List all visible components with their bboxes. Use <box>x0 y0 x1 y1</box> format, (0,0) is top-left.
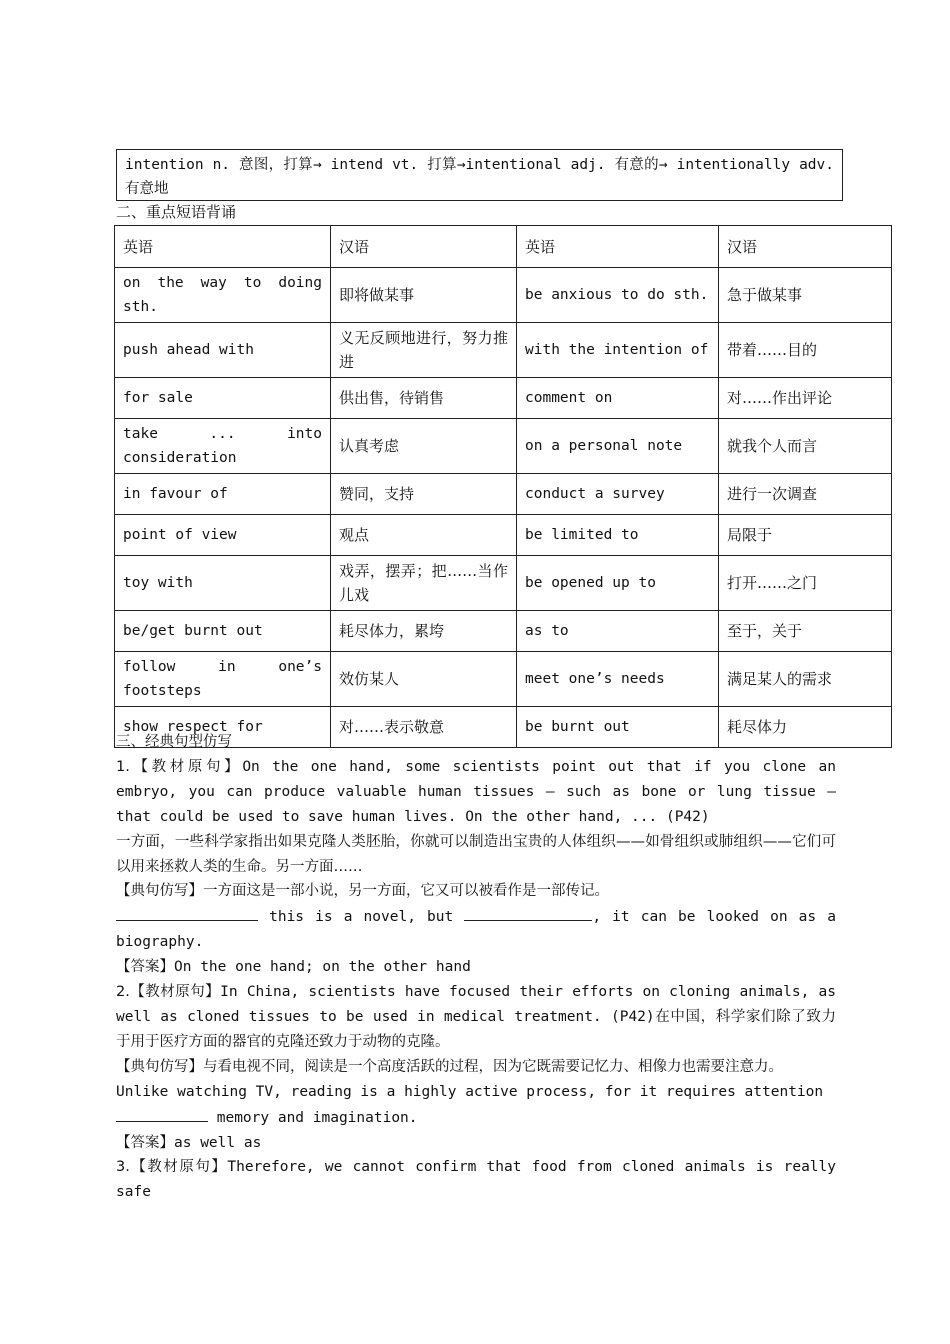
english-cell: push ahead with <box>115 323 331 378</box>
item-1-task <box>116 879 836 904</box>
english-cell: take ... into consideration <box>115 419 331 474</box>
english-cell: with the intention of <box>517 323 719 378</box>
table-header-row <box>115 226 892 268</box>
chinese-cell: 至于，关于 <box>719 611 892 652</box>
item-1-english: On the one hand, some scientists point out that if you clone an embryo, you can produce valuable human tissues — such as bone or lung tissue — that could be used to save human lives. On the other hand, ... (P42) <box>116 758 836 825</box>
item-2-exercise <box>116 1105 836 1131</box>
item-3-label: 3.【教材原句】 <box>116 1159 228 1176</box>
chinese-cell: 对……作出评论 <box>719 378 892 419</box>
header-cell: 英语 <box>517 226 719 268</box>
item-1-original <box>116 755 836 830</box>
chinese-cell: 耗尽体力，累垮 <box>331 611 517 652</box>
english-cell: be limited to <box>517 515 719 556</box>
chinese-cell: 对……表示敬意 <box>331 707 517 748</box>
chinese-cell: 急于做某事 <box>719 268 892 323</box>
chinese-cell: 耗尽体力 <box>719 707 892 748</box>
item-1-exercise-text-1: this is a novel, but <box>258 909 465 926</box>
header-cell: 英语 <box>115 226 331 268</box>
item-1-task-text: 一方面这是一部小说，另一方面，它又可以被看作是一部传记。 <box>203 883 609 900</box>
english-cell: show respect for <box>115 707 331 748</box>
item-1-exercise-text-2: , it can be looked on as a biography. <box>116 909 836 951</box>
section-title-phrases: 二、重点短语背诵 <box>116 203 237 221</box>
item-1-exercise <box>116 904 836 955</box>
english-cell: be opened up to <box>517 556 719 611</box>
item-2-task-label: 【典句仿写】 <box>116 1058 203 1075</box>
header-cell: 汉语 <box>331 226 517 268</box>
chinese-cell: 义无反顾地进行，努力推进 <box>331 323 517 378</box>
section-title-patterns: 三、经典句型仿写 <box>116 734 232 750</box>
item-2-task-english: Unlike watching TV, reading is a highly active process, for it requires attention <box>116 1083 824 1100</box>
table-row <box>115 556 892 611</box>
english-cell: on a personal note <box>517 419 719 474</box>
table-row <box>115 419 892 474</box>
chinese-cell: 戏弄，摆弄；把……当作儿戏 <box>331 556 517 611</box>
english-cell: as to <box>517 611 719 652</box>
chinese-cell: 认真考虑 <box>331 419 517 474</box>
chinese-cell: 满足某人的需求 <box>719 652 892 707</box>
chinese-cell: 打开……之门 <box>719 556 892 611</box>
header-cell: 汉语 <box>719 226 892 268</box>
table-row <box>115 652 892 707</box>
item-2-answer <box>116 1131 836 1156</box>
english-cell: conduct a survey <box>517 474 719 515</box>
word-family-text: intention n. 意图，打算→ intend vt. 打算→intentional adj. 有意的→ intentionally adv. 有意地 <box>125 157 834 197</box>
english-cell: meet one’s needs <box>517 652 719 707</box>
english-cell: be burnt out <box>517 707 719 748</box>
item-3-original <box>116 1155 836 1205</box>
answer-blank[interactable] <box>464 904 592 921</box>
item-2-answer-label: 【答案】 <box>116 1134 174 1151</box>
table-row <box>115 474 892 515</box>
table-row <box>115 611 892 652</box>
table-row <box>115 515 892 556</box>
chinese-cell: 观点 <box>331 515 517 556</box>
answer-blank[interactable] <box>116 904 258 921</box>
item-2-task <box>116 1055 836 1080</box>
item-1-answer-label: 【答案】 <box>116 959 174 976</box>
item-2-exercise-text: memory and imagination. <box>208 1109 418 1126</box>
item-1-translation: 一方面，一些科学家指出如果克隆人类胚胎，你就可以制造出宝贵的人体组织——如骨组织或肺组织——它们可以用来拯救人类的生命。另一方面…… <box>116 833 836 875</box>
item-2-english: In China, scientists have focused their efforts on cloning animals, as well as cloned tissues to be used in medical treatment. (P42) <box>116 984 836 1025</box>
english-cell: on the way to doing sth. <box>115 268 331 323</box>
chinese-cell: 就我个人而言 <box>719 419 892 474</box>
table-row <box>115 323 892 378</box>
word-family-box <box>116 149 843 201</box>
english-cell: comment on <box>517 378 719 419</box>
english-cell: follow in one’s footsteps <box>115 652 331 707</box>
table-row <box>115 268 892 323</box>
chinese-cell: 局限于 <box>719 515 892 556</box>
item-1-label: 1.【教材原句】 <box>116 758 243 775</box>
english-cell: point of view <box>115 515 331 556</box>
phrases-table <box>114 225 892 748</box>
english-cell: be anxious to do sth. <box>517 268 719 323</box>
answer-blank[interactable] <box>116 1105 208 1122</box>
chinese-cell: 供出售，待销售 <box>331 378 517 419</box>
item-3-english: Therefore, we cannot confirm that food from cloned animals is really safe <box>116 1159 836 1201</box>
item-1-answer <box>116 955 836 980</box>
chinese-cell: 即将做某事 <box>331 268 517 323</box>
chinese-cell: 效仿某人 <box>331 652 517 707</box>
english-cell: for sale <box>115 378 331 419</box>
item-2-answer-text: as well as <box>174 1134 262 1151</box>
item-2-translation: 在中国，科学家们除了致力于用于医疗方面的器官的克隆还致力于动物的克隆。 <box>116 1008 837 1050</box>
english-cell: in favour of <box>115 474 331 515</box>
chinese-cell: 进行一次调查 <box>719 474 892 515</box>
item-2-label: 2.【教材原句】 <box>116 984 221 1001</box>
english-cell: toy with <box>115 556 331 611</box>
english-cell: be/get burnt out <box>115 611 331 652</box>
item-1-task-label: 【典句仿写】 <box>116 883 203 900</box>
item-1-answer-text: On the one hand; on the other hand <box>174 959 471 976</box>
chinese-cell: 带着……目的 <box>719 323 892 378</box>
item-2-original <box>116 980 836 1055</box>
table-row <box>115 378 892 419</box>
chinese-cell: 赞同，支持 <box>331 474 517 515</box>
sentence-patterns-section <box>116 730 836 1205</box>
item-2-task-text: 与看电视不同，阅读是一个高度活跃的过程，因为它既需要记忆力、相像力也需要注意力。 <box>203 1058 783 1075</box>
